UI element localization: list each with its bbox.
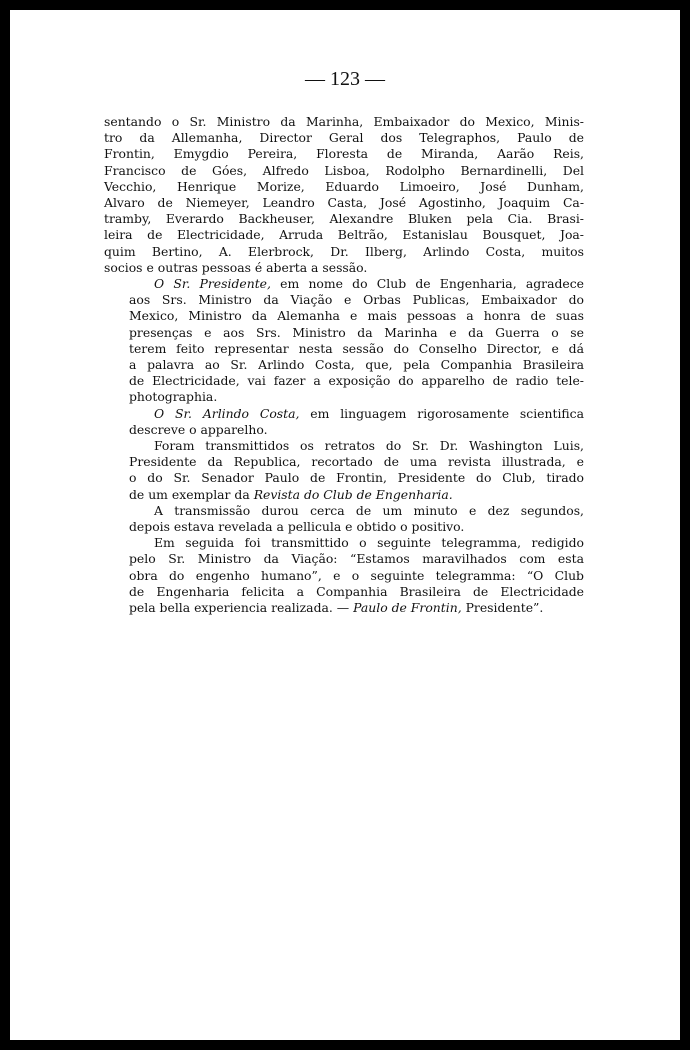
paragraph-telegram [104,535,584,616]
text-fragment: em nome do Club de Engenharia, agradece [270,276,585,292]
text-fragment: Presidente”. [461,600,544,616]
text-line: o do Sr. Senador Paulo de Frontin, Presidente do Club, tirado [129,470,584,486]
speaker-name: O Sr. Presidente, [154,276,271,292]
text-line: photographia. [129,389,218,405]
text-line: tro da Allemanha, Director Geral dos Telegraphos, Paulo de [104,130,584,146]
paragraph-transmission [104,503,584,535]
journal-title: Revista do Club de Engenharia. [253,486,453,502]
text-line: descreve o apparelho. [129,421,268,437]
text-line: depois estava revelada a pellicula e obtido o positivo. [129,519,465,535]
paragraph-arlindo [104,406,584,438]
text-line: A transmissão durou cerca de um minuto e dez segundos, [154,502,584,518]
text-line: Mexico, Ministro da Alemanha e mais pessoas a honra de suas [129,308,584,324]
document-page [10,10,680,1040]
text-line: socios e outras pessoas é aberta a sessão. [104,259,368,275]
paragraph-president [104,276,584,406]
text-line: Vecchio, Henrique Morize, Eduardo Limoeiro, José Dunham, [104,178,584,194]
text-line: pelo Sr. Ministro da Viação: “Estamos maravilhados com esta [129,551,584,567]
text-line: leira de Electricidade, Arruda Beltrão, Estanislau Bousquet, Joa- [104,227,584,243]
text-line: de Electricidade, vai fazer a exposição do apparelho de radio tele- [129,373,584,389]
text-line: Francisco de Góes, Alfredo Lisboa, Rodolpho Bernardinelli, Del [104,162,584,178]
text-line: presenças e aos Srs. Ministro da Marinha e da Guerra o se [129,324,584,340]
body-text [104,114,584,616]
text-line [104,276,584,292]
text-line [104,406,584,422]
text-fragment: pela bella experiencia realizada. — [129,600,354,616]
text-line: Alvaro de Niemeyer, Leandro Casta, José Agostinho, Joaquim Ca- [104,195,584,211]
text-fragment: em linguagem rigorosamente scientifica [299,405,585,421]
text-line: aos Srs. Ministro da Viação e Orbas Publicas, Embaixador do [129,292,584,308]
paragraph-portraits [104,438,584,503]
text-line: sentando o Sr. Ministro da Marinha, Embaixador do Mexico, Minis- [104,114,584,129]
text-line: quim Bertino, A. Elerbrock, Dr. Ilberg, Arlindo Costa, muitos [104,243,584,259]
text-line: Frontin, Emygdio Pereira, Floresta de Miranda, Aarão Reis, [104,146,584,162]
signatory-name: Paulo de Frontin, [353,600,462,616]
speaker-name: O Sr. Arlindo Costa, [154,405,300,421]
text-line: Presidente da Republica, recortado de uma revista illustrada, e [129,454,584,470]
page-number: — 123 — [305,68,385,90]
text-line: tramby, Everardo Backheuser, Alexandre Bluken pela Cia. Brasi- [104,211,584,227]
text-line: a palavra ao Sr. Arlindo Costa, que, pela Companhia Brasileira [129,357,584,373]
text-fragment: de um exemplar da [129,486,254,502]
paragraph-attendees [104,114,584,276]
text-line: obra do engenho humano”, e o seguinte telegramma: “O Club [129,567,584,583]
text-line: de Engenharia felicita a Companhia Brasileira de Electricidade [129,583,584,599]
text-line [104,487,584,503]
text-line: terem feito representar nesta sessão do Conselho Director, e dá [129,340,584,356]
text-line: Em seguida foi transmittido o seguinte telegramma, redigido [154,535,584,551]
text-line: Foram transmittidos os retratos do Sr. Dr. Washington Luis, [154,438,584,454]
text-line [104,600,584,616]
